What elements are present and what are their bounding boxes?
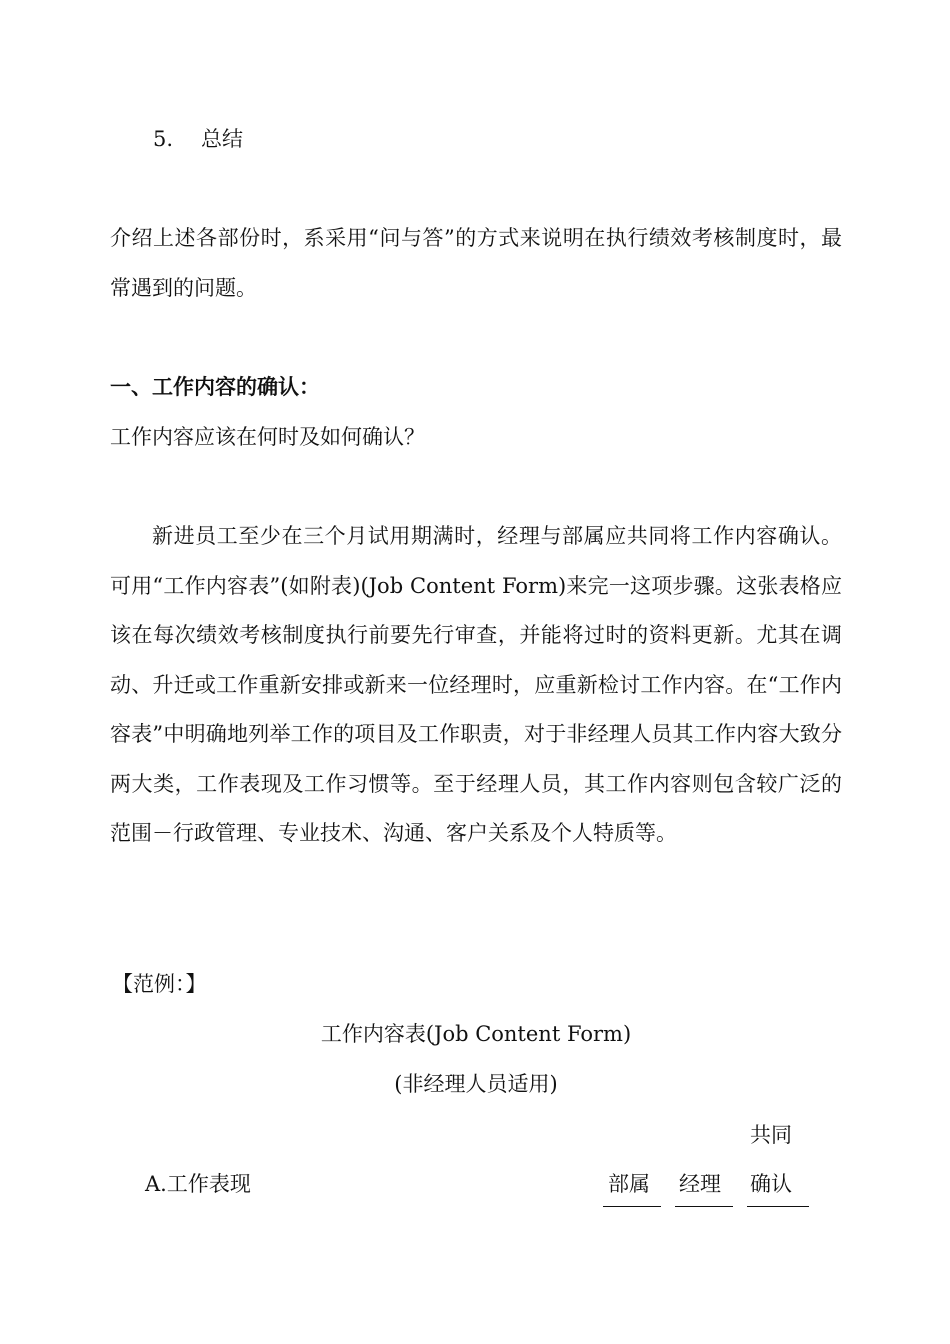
- part1-answer: 新进员工至少在三个月试用期满时，经理与部属应共同将工作内容确认。可用“工作内容表”(如附表)(Job Content Form)来完一这项步骤。这张表格应该在每次绩效考核制度执行前要先行审查，并能将过时的资料更新。尤其在调动、升迁或工作重新安排或新来一位经理时，应重新检讨工作内容。在“工作内容表”中明确地列举工作的项目及工作职责，对于非经理人员其工作内容大致分两大类，工作表现及工作习惯等。至于经理人员，其工作内容则包含较广泛的范围－行政管理、专业技术、沟通、客户关系及个人特质等。: [110, 524, 842, 845]
- column-manager-rule: [675, 1206, 733, 1207]
- section-5-heading: [153, 124, 243, 154]
- section-number: 5.: [153, 127, 174, 151]
- column-subordinate: 部属: [608, 1172, 650, 1196]
- column-subordinate-rule: [603, 1206, 661, 1207]
- column-joint-bottom: 确认: [750, 1172, 792, 1196]
- part1-heading: 一、工作内容的确认：: [110, 374, 320, 399]
- column-joint-top: 共同: [750, 1123, 792, 1147]
- column-joint-rule: [747, 1206, 809, 1207]
- column-manager: 经理: [679, 1172, 721, 1196]
- section-a-label: A.工作表现: [145, 1172, 251, 1196]
- form-title: 工作内容表(Job Content Form): [320, 1022, 632, 1046]
- part1-question: 工作内容应该在何时及如何确认？: [110, 425, 425, 449]
- section-title: 总结: [201, 127, 244, 151]
- example-label: 【范例：】: [112, 972, 207, 996]
- form-subtitle: (非经理人员适用): [394, 1072, 558, 1096]
- intro-paragraph: 介绍上述各部份时，系采用“问与答”的方式来说明在执行绩效考核制度时，最常遇到的问题。: [110, 226, 842, 300]
